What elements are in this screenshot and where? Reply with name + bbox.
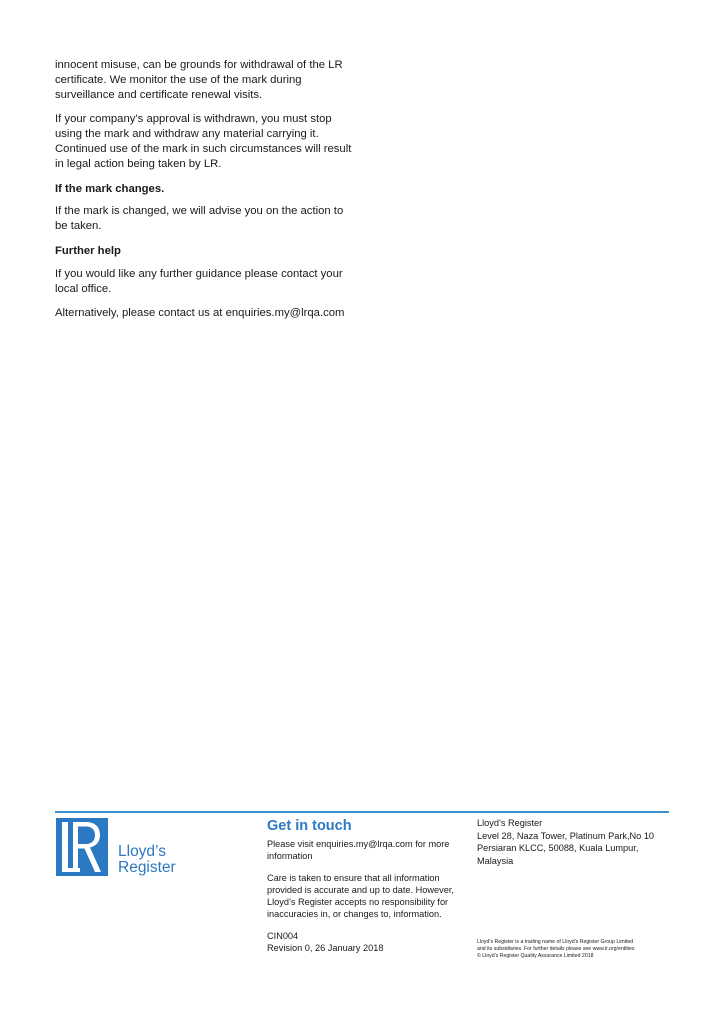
doc-revision: Revision 0, 26 January 2018 <box>267 943 384 953</box>
logo-wordmark-line2: Register <box>118 859 176 876</box>
address-block <box>477 817 667 867</box>
footer-divider <box>55 811 669 813</box>
disclaimer-text: Care is taken to ensure that all information provided is accurate and up to date. However, Lloyd’s Register accepts no responsibility for inaccuracies in, or changes to, information. <box>267 873 454 919</box>
doc-code: CIN004 <box>267 931 299 941</box>
paragraph-misuse: innocent misuse, can be grounds for withdrawal of the LR certificate. We monitor the use of the mark during surveillance and certificate renewal visits. <box>55 59 343 101</box>
address-line-2: Persiaran KLCC, 50088, Kuala Lumpur, <box>477 843 639 853</box>
get-in-touch-heading: Get in touch <box>267 818 352 834</box>
fine-print-line-2: and its subsidiaries. For further details please see www.lr.org/entities <box>477 946 635 952</box>
logo-wordmark-line1: Lloyd’s <box>118 843 166 860</box>
lloyds-register-logo <box>56 818 196 878</box>
heading-mark-changes: If the mark changes. <box>55 182 165 195</box>
legal-fine-print <box>477 939 667 960</box>
get-in-touch-section <box>267 818 467 954</box>
address-name: Lloyd’s Register <box>477 818 543 828</box>
paragraph-guidance: If you would like any further guidance please contact your local office. <box>55 267 343 295</box>
paragraph-contact-email: Alternatively, please contact us at enquiries.my@lrqa.com <box>55 307 345 320</box>
fine-print-line-3: © Lloyd’s Register Quality Assurance Limited 2018 <box>477 953 594 959</box>
body-text-column <box>55 58 355 331</box>
paragraph-withdrawn: If your company’s approval is withdrawn, you must stop using the mark and withdraw any material carrying it. Continued use of the mark in such circumstances will result in legal action being taken by LR. <box>55 113 352 170</box>
logo-wordmark <box>118 844 176 876</box>
paragraph-mark-changed: If the mark is changed, we will advise you on the action to be taken. <box>55 205 344 233</box>
address-line-3: Malaysia <box>477 855 514 866</box>
fine-print-line-1: Lloyd’s Register is a trading name of Lloyd’s Register Group Limited <box>477 939 634 945</box>
address-line-1: Level 28, Naza Tower, Platinum Park,No 10 <box>477 830 655 841</box>
heading-further-help: Further help <box>55 244 121 257</box>
visit-text: Please visit enquiries.my@lrqa.com for more information <box>267 839 450 861</box>
doc-info <box>267 930 467 954</box>
lr-monogram-icon <box>56 818 108 876</box>
